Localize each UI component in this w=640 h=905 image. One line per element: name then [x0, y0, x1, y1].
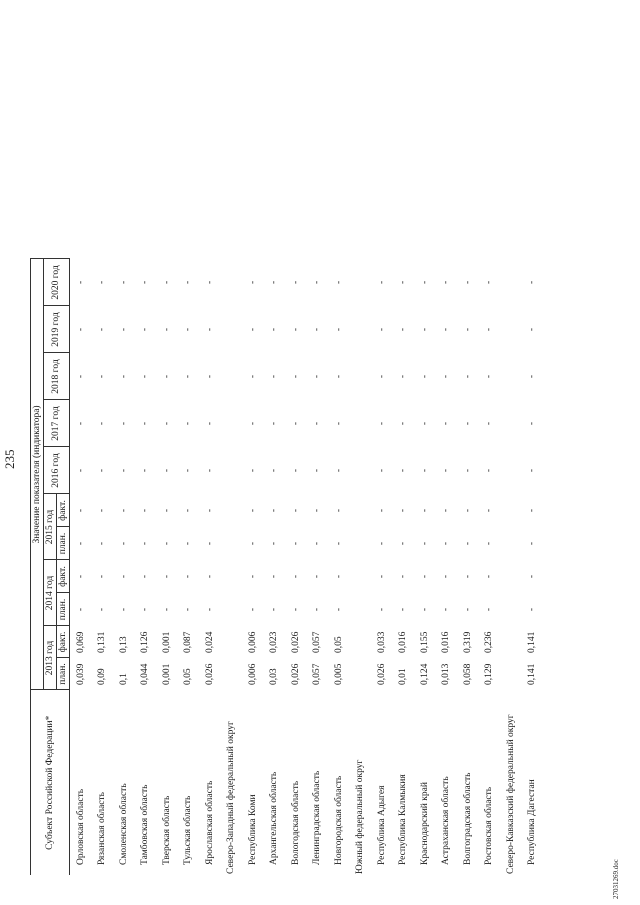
- empty-value-dash: -: [290, 327, 301, 332]
- empty-value-dash: -: [269, 374, 280, 379]
- empty-value-dash: -: [462, 541, 473, 546]
- empty-value-dash: -: [140, 607, 151, 612]
- empty-value-dash: -: [333, 607, 344, 612]
- footer-document-code: 27031269.doc: [612, 859, 620, 899]
- blank-cell: [135, 0, 157, 259]
- empty-value-dash: -: [333, 374, 344, 379]
- empty-value-dash: -: [333, 541, 344, 546]
- empty-value-dash: -: [204, 574, 215, 579]
- region-name: Тамбовская область: [140, 784, 151, 865]
- blank-cell: [113, 0, 135, 259]
- year-header: 2019 год: [44, 306, 70, 353]
- year-header: 2013 год: [44, 626, 57, 690]
- region-name: Новгородская область: [333, 775, 344, 865]
- region-name: Ярославская область: [204, 780, 215, 865]
- table-row: [371, 0, 393, 875]
- region-name: Республика Калмыкия: [398, 774, 409, 865]
- empty-value-dash: -: [118, 280, 129, 285]
- year-header: 2020 год: [44, 259, 70, 306]
- blank-cell: [414, 0, 436, 259]
- empty-value-dash: -: [183, 468, 194, 473]
- empty-value-dash: -: [75, 280, 86, 285]
- plan-2013-value: 0,026: [204, 663, 215, 685]
- empty-value-dash: -: [527, 508, 538, 513]
- empty-value-dash: -: [333, 280, 344, 285]
- empty-value-dash: -: [183, 541, 194, 546]
- empty-value-dash: -: [419, 508, 430, 513]
- region-name: Ростовская область: [484, 786, 495, 865]
- empty-value-dash: -: [419, 280, 430, 285]
- empty-value-dash: -: [441, 508, 452, 513]
- empty-value-dash: -: [398, 574, 409, 579]
- empty-value-dash: -: [419, 541, 430, 546]
- region-name: Тульская область: [183, 795, 194, 865]
- empty-value-dash: -: [183, 280, 194, 285]
- blank-header-space: [31, 0, 70, 259]
- plan-2013-value: 0,01: [398, 668, 409, 685]
- empty-value-dash: -: [140, 327, 151, 332]
- empty-value-dash: -: [527, 374, 538, 379]
- empty-value-dash: -: [441, 468, 452, 473]
- empty-value-dash: -: [247, 280, 258, 285]
- empty-value-dash: -: [398, 541, 409, 546]
- empty-value-dash: -: [462, 607, 473, 612]
- blank-cell: [178, 0, 200, 259]
- empty-value-dash: -: [161, 541, 172, 546]
- table-row: [285, 0, 307, 875]
- empty-value-dash: -: [419, 327, 430, 332]
- empty-value-dash: -: [118, 574, 129, 579]
- page-number: 235: [2, 449, 17, 469]
- plan-2013-value: 0,005: [333, 663, 344, 685]
- empty-value-dash: -: [97, 541, 108, 546]
- empty-value-dash: -: [290, 374, 301, 379]
- empty-value-dash: -: [527, 327, 538, 332]
- empty-value-dash: -: [118, 468, 129, 473]
- empty-value-dash: -: [204, 607, 215, 612]
- empty-value-dash: -: [161, 574, 172, 579]
- plan-2013-value: 0,058: [462, 663, 473, 685]
- empty-value-dash: -: [462, 421, 473, 426]
- table-row: [479, 0, 501, 875]
- empty-value-dash: -: [247, 574, 258, 579]
- empty-value-dash: -: [484, 421, 495, 426]
- empty-value-dash: -: [75, 327, 86, 332]
- empty-value-dash: -: [97, 508, 108, 513]
- table-row: [457, 0, 479, 875]
- region-name: Республика Адыгея: [376, 785, 387, 865]
- empty-value-dash: -: [97, 280, 108, 285]
- empty-value-dash: -: [140, 541, 151, 546]
- table-row: [414, 0, 436, 875]
- empty-value-dash: -: [204, 508, 215, 513]
- plan-2013-value: 0,013: [441, 663, 452, 685]
- empty-value-dash: -: [312, 374, 323, 379]
- table-row: [522, 0, 544, 875]
- table-row: [328, 0, 350, 875]
- blank-cell: [371, 0, 393, 259]
- region-name: Смоленская область: [118, 783, 129, 865]
- plan-2013-value: 0,057: [312, 663, 323, 685]
- empty-value-dash: -: [290, 607, 301, 612]
- plan-2013-value: 0,026: [290, 663, 301, 685]
- fact-2013-value: 0,016: [441, 631, 452, 653]
- plan-subheader: план.: [57, 527, 70, 560]
- region-name: Республика Коми: [247, 794, 258, 865]
- empty-value-dash: -: [441, 607, 452, 612]
- empty-value-dash: -: [398, 508, 409, 513]
- empty-value-dash: -: [97, 421, 108, 426]
- empty-value-dash: -: [269, 327, 280, 332]
- empty-value-dash: -: [118, 607, 129, 612]
- empty-value-dash: -: [269, 508, 280, 513]
- table-row: [135, 0, 157, 875]
- empty-value-dash: -: [419, 574, 430, 579]
- blank-cell: [156, 0, 178, 259]
- plan-2013-value: 0,03: [269, 668, 280, 685]
- table-row: [70, 0, 92, 875]
- region-name: Астраханская область: [441, 776, 452, 865]
- empty-value-dash: -: [204, 280, 215, 285]
- blank-cell: [285, 0, 307, 259]
- empty-value-dash: -: [484, 574, 495, 579]
- blank-cell: [436, 0, 458, 259]
- empty-value-dash: -: [290, 280, 301, 285]
- fact-2013-value: 0,006: [247, 631, 258, 653]
- region-name: Тверская область: [161, 795, 172, 865]
- empty-value-dash: -: [376, 327, 387, 332]
- empty-value-dash: -: [97, 574, 108, 579]
- empty-value-dash: -: [269, 280, 280, 285]
- empty-value-dash: -: [376, 607, 387, 612]
- empty-value-dash: -: [484, 327, 495, 332]
- blank-cell: [393, 0, 415, 259]
- empty-value-dash: -: [247, 327, 258, 332]
- year-header: 2016 год: [44, 447, 70, 494]
- empty-value-dash: -: [118, 421, 129, 426]
- empty-value-dash: -: [183, 607, 194, 612]
- year-header: 2017 год: [44, 400, 70, 447]
- fact-2013-value: 0,024: [204, 631, 215, 653]
- empty-value-dash: -: [75, 607, 86, 612]
- plan-2013-value: 0,1: [118, 673, 129, 685]
- empty-value-dash: -: [140, 468, 151, 473]
- empty-value-dash: -: [527, 541, 538, 546]
- empty-value-dash: -: [376, 508, 387, 513]
- region-name: Орловская область: [75, 788, 86, 865]
- empty-value-dash: -: [527, 280, 538, 285]
- year-header: 2015 год: [44, 494, 57, 560]
- empty-value-dash: -: [140, 508, 151, 513]
- plan-2013-value: 0,124: [419, 663, 430, 685]
- fact-subheader: факт.: [57, 560, 70, 593]
- empty-value-dash: -: [247, 421, 258, 426]
- region-name: Рязанская область: [97, 792, 108, 865]
- empty-value-dash: -: [75, 541, 86, 546]
- fact-2013-value: 0,033: [376, 631, 387, 653]
- table-row: [436, 0, 458, 875]
- empty-value-dash: -: [527, 574, 538, 579]
- fact-2013-value: 0,001: [161, 631, 172, 653]
- blank-cell: [522, 0, 544, 259]
- empty-value-dash: -: [161, 280, 172, 285]
- fact-2013-value: 0,236: [484, 631, 495, 653]
- empty-value-dash: -: [462, 327, 473, 332]
- empty-value-dash: -: [376, 374, 387, 379]
- empty-value-dash: -: [118, 541, 129, 546]
- empty-value-dash: -: [312, 468, 323, 473]
- empty-value-dash: -: [527, 468, 538, 473]
- empty-value-dash: -: [441, 374, 452, 379]
- empty-value-dash: -: [398, 374, 409, 379]
- empty-value-dash: -: [269, 541, 280, 546]
- plan-2013-value: 0,129: [484, 663, 495, 685]
- fact-2013-value: 0,13: [118, 636, 129, 653]
- empty-value-dash: -: [269, 607, 280, 612]
- fact-2013-value: 0,126: [140, 631, 151, 653]
- empty-value-dash: -: [290, 541, 301, 546]
- empty-value-dash: -: [290, 421, 301, 426]
- table-row: [242, 0, 264, 875]
- fact-2013-value: 0,057: [312, 631, 323, 653]
- empty-value-dash: -: [484, 541, 495, 546]
- empty-value-dash: -: [183, 327, 194, 332]
- plan-subheader: план.: [57, 593, 70, 626]
- plan-2013-value: 0,141: [527, 663, 538, 685]
- empty-value-dash: -: [140, 421, 151, 426]
- blank-cell: [328, 0, 350, 259]
- blank-cell: [457, 0, 479, 259]
- empty-value-dash: -: [204, 327, 215, 332]
- empty-value-dash: -: [527, 607, 538, 612]
- empty-value-dash: -: [312, 574, 323, 579]
- empty-value-dash: -: [312, 327, 323, 332]
- empty-value-dash: -: [97, 327, 108, 332]
- empty-value-dash: -: [376, 468, 387, 473]
- empty-value-dash: -: [118, 508, 129, 513]
- fact-2013-value: 0,026: [290, 631, 301, 653]
- blank-cell: [307, 0, 329, 259]
- empty-value-dash: -: [484, 508, 495, 513]
- district-name: Южный федеральный округ: [355, 759, 366, 874]
- empty-value-dash: -: [484, 468, 495, 473]
- region-name: Ленинградская область: [312, 770, 323, 865]
- indicator-table: [30, 0, 543, 875]
- empty-value-dash: -: [333, 327, 344, 332]
- empty-value-dash: -: [312, 607, 323, 612]
- empty-value-dash: -: [269, 468, 280, 473]
- empty-value-dash: -: [462, 574, 473, 579]
- plan-2013-value: 0,09: [97, 668, 108, 685]
- plan-2013-value: 0,006: [247, 663, 258, 685]
- empty-value-dash: -: [118, 374, 129, 379]
- empty-value-dash: -: [398, 421, 409, 426]
- empty-value-dash: -: [204, 374, 215, 379]
- empty-value-dash: -: [183, 508, 194, 513]
- table-row: [156, 0, 178, 875]
- empty-value-dash: -: [183, 421, 194, 426]
- empty-value-dash: -: [269, 421, 280, 426]
- empty-value-dash: -: [161, 607, 172, 612]
- plan-2013-value: 0,05: [183, 668, 194, 685]
- empty-value-dash: -: [75, 508, 86, 513]
- empty-value-dash: -: [398, 607, 409, 612]
- empty-value-dash: -: [441, 421, 452, 426]
- empty-value-dash: -: [398, 280, 409, 285]
- district-group-row: [221, 0, 243, 875]
- empty-value-dash: -: [290, 468, 301, 473]
- table-row: [199, 0, 221, 875]
- empty-value-dash: -: [312, 541, 323, 546]
- blank-cell: [264, 0, 286, 259]
- empty-value-dash: -: [441, 280, 452, 285]
- region-name: Краснодарский край: [419, 782, 430, 865]
- empty-value-dash: -: [333, 574, 344, 579]
- subject-column-header: Субъект Российской Федерации*: [31, 690, 70, 875]
- empty-value-dash: -: [398, 468, 409, 473]
- empty-value-dash: -: [419, 468, 430, 473]
- blank-cell: [242, 0, 264, 259]
- empty-value-dash: -: [419, 421, 430, 426]
- empty-value-dash: -: [441, 327, 452, 332]
- plan-subheader: план.: [57, 658, 70, 690]
- blank-cell: [199, 0, 221, 259]
- empty-value-dash: -: [290, 508, 301, 513]
- plan-2013-value: 0,026: [376, 663, 387, 685]
- empty-value-dash: -: [75, 468, 86, 473]
- table-row: [307, 0, 329, 875]
- empty-value-dash: -: [462, 468, 473, 473]
- blank-cell: [92, 0, 114, 259]
- empty-value-dash: -: [376, 280, 387, 285]
- table-row: [264, 0, 286, 875]
- empty-value-dash: -: [312, 421, 323, 426]
- fact-2013-value: 0,131: [97, 631, 108, 653]
- fact-2013-value: 0,016: [398, 631, 409, 653]
- fact-2013-value: 0,05: [333, 636, 344, 653]
- empty-value-dash: -: [75, 574, 86, 579]
- empty-value-dash: -: [441, 541, 452, 546]
- year-header: 2018 год: [44, 353, 70, 400]
- table-header: [31, 0, 70, 875]
- empty-value-dash: -: [161, 421, 172, 426]
- plan-2013-value: 0,001: [161, 663, 172, 685]
- fact-2013-value: 0,023: [269, 631, 280, 653]
- year-header: 2014 год: [44, 560, 57, 626]
- empty-value-dash: -: [312, 508, 323, 513]
- empty-value-dash: -: [312, 280, 323, 285]
- empty-value-dash: -: [419, 374, 430, 379]
- empty-value-dash: -: [183, 374, 194, 379]
- fact-2013-value: 0,155: [419, 631, 430, 653]
- empty-value-dash: -: [333, 468, 344, 473]
- fact-2013-value: 0,141: [527, 631, 538, 653]
- region-name: Вологодская область: [290, 780, 301, 865]
- district-name: Северо-Кавказский федеральный округ: [505, 714, 516, 874]
- empty-value-dash: -: [484, 374, 495, 379]
- empty-value-dash: -: [441, 574, 452, 579]
- table-row: [92, 0, 114, 875]
- fact-2013-value: 0,087: [183, 631, 194, 653]
- blank-cell: [70, 0, 92, 259]
- empty-value-dash: -: [333, 421, 344, 426]
- fact-2013-value: 0,319: [462, 631, 473, 653]
- empty-value-dash: -: [376, 421, 387, 426]
- empty-value-dash: -: [140, 280, 151, 285]
- empty-value-dash: -: [333, 508, 344, 513]
- empty-value-dash: -: [419, 607, 430, 612]
- empty-value-dash: -: [484, 607, 495, 612]
- blank-cell: [479, 0, 501, 259]
- empty-value-dash: -: [462, 280, 473, 285]
- empty-value-dash: -: [462, 508, 473, 513]
- empty-value-dash: -: [290, 574, 301, 579]
- indicator-header: Значение показателя (индикатора): [31, 259, 44, 690]
- empty-value-dash: -: [97, 468, 108, 473]
- empty-value-dash: -: [247, 607, 258, 612]
- district-group-row: [350, 0, 372, 875]
- empty-value-dash: -: [247, 541, 258, 546]
- empty-value-dash: -: [161, 468, 172, 473]
- empty-value-dash: -: [527, 421, 538, 426]
- empty-value-dash: -: [484, 280, 495, 285]
- table-row: [178, 0, 200, 875]
- empty-value-dash: -: [204, 541, 215, 546]
- empty-value-dash: -: [376, 541, 387, 546]
- empty-value-dash: -: [247, 508, 258, 513]
- empty-value-dash: -: [140, 574, 151, 579]
- empty-value-dash: -: [247, 374, 258, 379]
- empty-value-dash: -: [97, 374, 108, 379]
- empty-value-dash: -: [118, 327, 129, 332]
- empty-value-dash: -: [161, 508, 172, 513]
- region-name: Архангельская область: [269, 771, 280, 865]
- district-name: Северо-Западный федеральный округ: [226, 721, 237, 874]
- empty-value-dash: -: [161, 374, 172, 379]
- empty-value-dash: -: [161, 327, 172, 332]
- empty-value-dash: -: [140, 374, 151, 379]
- fact-subheader: факт.: [57, 626, 70, 658]
- region-name: Волгоградская область: [462, 772, 473, 865]
- fact-2013-value: 0,069: [75, 631, 86, 653]
- empty-value-dash: -: [183, 574, 194, 579]
- empty-value-dash: -: [97, 607, 108, 612]
- district-group-row: [500, 0, 522, 875]
- table-row: [393, 0, 415, 875]
- fact-subheader: факт.: [57, 494, 70, 527]
- empty-value-dash: -: [75, 374, 86, 379]
- empty-value-dash: -: [204, 468, 215, 473]
- empty-value-dash: -: [376, 574, 387, 579]
- table-row: [113, 0, 135, 875]
- empty-value-dash: -: [204, 421, 215, 426]
- empty-value-dash: -: [247, 468, 258, 473]
- empty-value-dash: -: [269, 574, 280, 579]
- region-name: Республика Дагестан: [527, 779, 538, 865]
- empty-value-dash: -: [398, 327, 409, 332]
- table-body: [70, 0, 544, 875]
- empty-value-dash: -: [462, 374, 473, 379]
- empty-value-dash: -: [75, 421, 86, 426]
- plan-2013-value: 0,039: [75, 663, 86, 685]
- plan-2013-value: 0,044: [140, 663, 151, 685]
